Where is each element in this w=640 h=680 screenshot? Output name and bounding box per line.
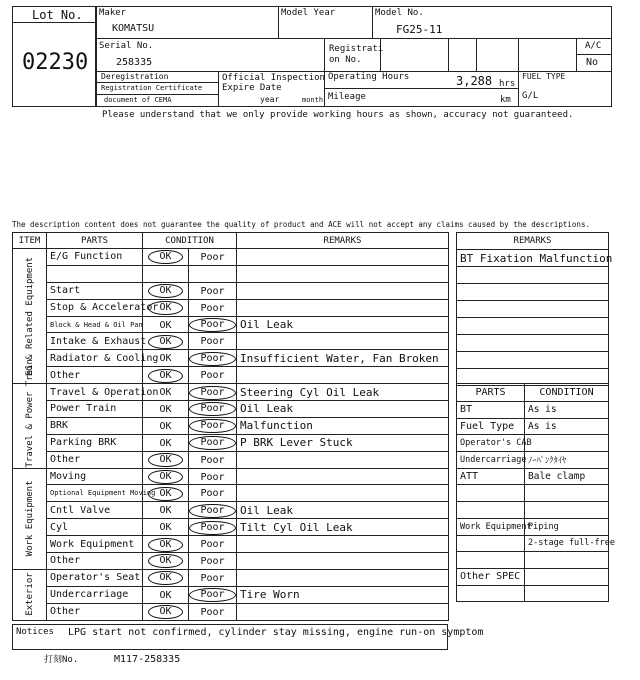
right-part-cell — [457, 485, 525, 502]
poor-cell — [189, 569, 237, 586]
fuel-type-label: FUEL TYPE — [522, 72, 566, 81]
table-row — [457, 518, 609, 535]
maker-label: Maker — [99, 8, 127, 18]
table-row — [13, 536, 449, 553]
poor-cell — [189, 367, 237, 384]
table-row — [13, 282, 449, 299]
ok-cell — [143, 519, 189, 536]
poor-cell — [189, 603, 237, 620]
table-row — [457, 335, 609, 352]
part-name: BRK — [47, 417, 143, 434]
ok-mark: OK — [159, 522, 172, 534]
ok-circled-mark: OK — [148, 538, 182, 552]
poor-circled-mark: Poor — [189, 504, 235, 518]
ok-mark: OK — [159, 353, 172, 365]
notices-value: LPG start not confirmed, cylinder stay missing, engine run-on symptom — [68, 627, 484, 638]
right-part-cell: Operator's CAB — [457, 435, 525, 452]
table-row — [13, 468, 449, 485]
ok-circled-mark: OK — [148, 554, 182, 568]
right-part-cell: BT — [457, 402, 525, 419]
right-remarks-table — [456, 232, 613, 386]
ok-cell — [143, 603, 189, 620]
right-part-cell: Fuel Type — [457, 418, 525, 435]
table-row — [457, 435, 609, 452]
poor-cell — [189, 519, 237, 536]
ok-cell — [143, 333, 189, 350]
right-remark-cell — [457, 284, 609, 301]
category-label: Work Equipment — [13, 468, 47, 569]
ok-mark: OK — [159, 387, 172, 399]
table-row — [13, 603, 449, 620]
table-row — [457, 301, 609, 318]
poor-mark: Poor — [200, 251, 225, 263]
poor-cell — [189, 401, 237, 418]
ok-circled-mark: OK — [148, 453, 182, 467]
table-row — [457, 418, 609, 435]
right-condition-cell — [525, 502, 609, 519]
part-name: Intake & Exhaust — [47, 333, 143, 350]
poor-mark: Poor — [200, 471, 225, 483]
poor-mark: Poor — [200, 572, 225, 584]
right-condition-cell — [525, 435, 609, 452]
table-row — [457, 568, 609, 585]
table-row — [457, 535, 609, 552]
poor-cell — [189, 417, 237, 434]
poor-mark: Poor — [200, 302, 225, 314]
remark-cell: Tilt Cyl Oil Leak — [237, 519, 449, 536]
part-name: Operator's Seat — [47, 569, 143, 586]
table-row — [13, 553, 449, 570]
table-row — [13, 569, 449, 586]
right-part-cell — [457, 502, 525, 519]
remark-cell: Oil Leak — [237, 316, 449, 333]
poor-mark: Poor — [200, 539, 225, 551]
table-row — [457, 267, 609, 284]
serial-value: 258335 — [116, 57, 153, 68]
poor-circled-mark: Poor — [189, 318, 235, 332]
part-name: Other — [47, 367, 143, 384]
remark-cell: Steering Cyl Oil Leak — [237, 384, 449, 401]
fuel-type-value: G/L — [522, 91, 539, 101]
ok-cell — [143, 569, 189, 586]
table-row — [457, 468, 609, 485]
right-remark-cell: BT Fixation Malfunction — [457, 250, 609, 267]
ok-circled-mark: OK — [148, 301, 182, 315]
lot-number: 02230 — [22, 50, 89, 75]
poor-cell — [189, 350, 237, 367]
right-condition-cell: Piping — [525, 518, 609, 535]
table-row — [13, 502, 449, 519]
poor-mark: Poor — [200, 336, 225, 348]
table-row — [457, 402, 609, 419]
table-row — [13, 367, 449, 384]
maker-value: KOMATSU — [112, 23, 155, 34]
ok-cell — [143, 367, 189, 384]
right-condition-cell: 2-stage full-free — [525, 535, 609, 552]
right-remark-cell — [457, 267, 609, 284]
table-row — [13, 519, 449, 536]
table-row — [13, 249, 449, 266]
right-remarks-header: REMARKS — [457, 233, 609, 250]
table-row — [457, 585, 609, 602]
table-row — [457, 552, 609, 569]
ok-cell — [143, 485, 189, 502]
right-condition-cell: Bale clamp — [525, 468, 609, 485]
ok-cell — [143, 384, 189, 401]
right-remark-cell — [457, 352, 609, 369]
ok-circled-mark: OK — [148, 571, 182, 585]
right-condition-cell — [525, 568, 609, 585]
part-name: Optional Equipment Moving — [47, 485, 143, 502]
table-row — [13, 451, 449, 468]
poor-mark: Poor — [200, 606, 225, 618]
table-row — [13, 265, 449, 282]
ok-cell — [143, 249, 189, 266]
table-row — [13, 350, 449, 367]
ok-cell — [143, 299, 189, 316]
model-no-label: Model No. — [375, 8, 424, 18]
part-name: Block & Head & Oil Pan — [47, 316, 143, 333]
right-remark-cell — [457, 301, 609, 318]
table-row — [13, 333, 449, 350]
right-part-cell: ATT — [457, 468, 525, 485]
col-header-remarks: REMARKS — [237, 233, 449, 249]
ok-mark: OK — [159, 403, 172, 415]
poor-mark: Poor — [200, 454, 225, 466]
poor-cell — [189, 434, 237, 451]
category-label: Travel & Power Train — [13, 384, 47, 468]
right-condition-cell — [525, 585, 609, 602]
right-condition-cell: As is — [525, 418, 609, 435]
engraving-value: M117-258335 — [114, 654, 181, 665]
col-header-condition: CONDITION — [143, 233, 237, 249]
poor-cell — [189, 316, 237, 333]
right-remark-cell — [457, 318, 609, 335]
remark-cell: P BRK Lever Stuck — [237, 434, 449, 451]
right-condition-cell — [525, 552, 609, 569]
poor-cell — [189, 536, 237, 553]
table-row — [13, 316, 449, 333]
remark-cell — [237, 536, 449, 553]
ok-circled-mark: OK — [148, 284, 182, 298]
ok-circled-mark: OK — [148, 335, 182, 349]
poor-cell — [189, 451, 237, 468]
poor-circled-mark: Poor — [189, 352, 235, 366]
month-label: month — [302, 96, 324, 104]
poor-cell — [189, 282, 237, 299]
poor-cell — [189, 265, 237, 282]
inspection-table — [12, 232, 449, 621]
part-name — [47, 265, 143, 282]
poor-cell — [189, 299, 237, 316]
ok-cell — [143, 536, 189, 553]
poor-cell — [189, 249, 237, 266]
table-row — [13, 586, 449, 603]
part-name: Other — [47, 553, 143, 570]
remark-cell — [237, 265, 449, 282]
part-name: Power Train — [47, 401, 143, 418]
mileage-label: Mileage — [328, 92, 366, 102]
poor-cell — [189, 485, 237, 502]
part-name: Other — [47, 603, 143, 620]
part-name: Stop & Accelerator — [47, 299, 143, 316]
remark-cell: Oil Leak — [237, 502, 449, 519]
hours-disclaimer: Please understand that we only provide working hours as shown, accuracy not guaranteed. — [102, 110, 574, 120]
right-parts-table — [456, 383, 615, 602]
poor-cell — [189, 586, 237, 603]
poor-cell — [189, 468, 237, 485]
registration-no-label: Registrati on No. — [329, 44, 384, 65]
remark-cell — [237, 333, 449, 350]
notices-label: Notices — [16, 627, 54, 637]
poor-mark: Poor — [200, 285, 225, 297]
poor-cell — [189, 553, 237, 570]
poor-cell — [189, 502, 237, 519]
ok-circled-mark: OK — [148, 470, 182, 484]
operating-hours-value: 3,288 — [456, 74, 493, 88]
table-row — [13, 434, 449, 451]
poor-circled-mark: Poor — [189, 436, 235, 450]
ac-value: No — [586, 57, 599, 68]
right-condition-cell: As is — [525, 402, 609, 419]
part-name: Undercarriage — [47, 586, 143, 603]
remark-cell: Malfunction — [237, 417, 449, 434]
col-header-item: ITEM — [13, 233, 47, 249]
remark-cell — [237, 299, 449, 316]
ok-cell — [143, 502, 189, 519]
hrs-label: hrs — [499, 79, 516, 89]
table-row — [13, 401, 449, 418]
remark-cell — [237, 249, 449, 266]
ok-cell — [143, 434, 189, 451]
remark-cell — [237, 451, 449, 468]
right-condition-cell — [525, 485, 609, 502]
poor-cell — [189, 384, 237, 401]
inspection-label: Official Inspection Expire Date — [222, 73, 325, 93]
right-parts-header: PARTS — [457, 384, 525, 402]
table-row — [13, 485, 449, 502]
ok-cell — [143, 553, 189, 570]
deregistration-label: Deregistration — [101, 72, 169, 81]
ok-cell — [143, 282, 189, 299]
operating-hours-label: Operating Hours — [328, 72, 410, 82]
category-label: Exterior — [13, 569, 47, 620]
right-condition-cell: ﾉｰﾊﾟﾝｸﾀｲﾔ — [525, 452, 609, 469]
km-label: km — [500, 95, 511, 105]
remark-cell: Tire Worn — [237, 586, 449, 603]
part-name: Moving — [47, 468, 143, 485]
remark-cell — [237, 485, 449, 502]
cema-label: document of CEMA — [104, 96, 172, 104]
part-name: E/G Function — [47, 249, 143, 266]
part-name: Start — [47, 282, 143, 299]
table-row — [13, 384, 449, 401]
table-row — [457, 284, 609, 301]
ok-cell — [143, 451, 189, 468]
right-remark-cell — [457, 335, 609, 352]
table-row — [457, 352, 609, 369]
remark-cell — [237, 603, 449, 620]
table-row — [457, 485, 609, 502]
right-part-cell — [457, 552, 525, 569]
ok-mark: OK — [159, 505, 172, 517]
ok-circled-mark: OK — [148, 487, 182, 501]
poor-circled-mark: Poor — [189, 521, 235, 535]
engraving-label: 打刻No. — [44, 655, 79, 665]
poor-circled-mark: Poor — [189, 402, 235, 416]
serial-label: Serial No. — [99, 41, 154, 51]
ok-cell — [143, 316, 189, 333]
ok-cell — [143, 468, 189, 485]
lot-label: Lot No. — [32, 8, 83, 22]
table-row — [13, 299, 449, 316]
remark-cell — [237, 553, 449, 570]
part-name: Cntl Valve — [47, 502, 143, 519]
remark-cell — [237, 282, 449, 299]
table-row — [457, 250, 609, 267]
part-name: Radiator & Cooling — [47, 350, 143, 367]
part-name: Other — [47, 451, 143, 468]
right-condition-header: CONDITION — [525, 384, 609, 402]
ok-circled-mark: OK — [148, 250, 182, 264]
ok-mark: OK — [159, 319, 172, 331]
right-part-cell — [457, 535, 525, 552]
ok-circled-mark: OK — [148, 369, 182, 383]
part-name: Parking BRK — [47, 434, 143, 451]
ok-cell — [143, 417, 189, 434]
table-row — [457, 318, 609, 335]
table-row — [457, 502, 609, 519]
model-year-label: Model Year — [281, 8, 336, 18]
poor-circled-mark: Poor — [189, 588, 235, 602]
poor-mark: Poor — [200, 555, 225, 567]
description-note: The description content does not guarantee the quality of product and ACE will not accept any claims caused by the descriptions. — [12, 220, 590, 229]
col-header-parts: PARTS — [47, 233, 143, 249]
poor-mark: Poor — [200, 370, 225, 382]
part-name: Cyl — [47, 519, 143, 536]
ok-mark: OK — [159, 420, 172, 432]
category-label: EG & Related Equipment — [13, 249, 47, 384]
ok-mark: OK — [159, 589, 172, 601]
model-no-value: FG25-11 — [396, 23, 443, 36]
ok-cell — [143, 401, 189, 418]
poor-cell — [189, 333, 237, 350]
remark-cell — [237, 468, 449, 485]
ok-circled-mark: OK — [148, 605, 182, 619]
part-name: Work Equipment — [47, 536, 143, 553]
ok-cell — [143, 586, 189, 603]
ac-label: A/C — [585, 41, 602, 51]
registration-cert-label: Registration Certificate — [101, 84, 203, 92]
right-part-cell: Work Equipment — [457, 518, 525, 535]
remark-cell: Oil Leak — [237, 401, 449, 418]
ok-mark: OK — [159, 437, 172, 449]
part-name: Travel & Operation — [47, 384, 143, 401]
table-row — [13, 417, 449, 434]
right-part-cell: Undercarriage — [457, 452, 525, 469]
right-part-cell: Other SPEC — [457, 568, 525, 585]
poor-circled-mark: Poor — [189, 419, 235, 433]
poor-mark: Poor — [200, 488, 225, 500]
table-row — [457, 452, 609, 469]
remark-cell — [237, 569, 449, 586]
year-label: year — [260, 95, 280, 104]
poor-circled-mark: Poor — [189, 386, 235, 400]
right-part-cell — [457, 585, 525, 602]
remark-cell: Insufficient Water, Fan Broken — [237, 350, 449, 367]
ok-cell — [143, 265, 189, 282]
remark-cell — [237, 367, 449, 384]
ok-cell — [143, 350, 189, 367]
